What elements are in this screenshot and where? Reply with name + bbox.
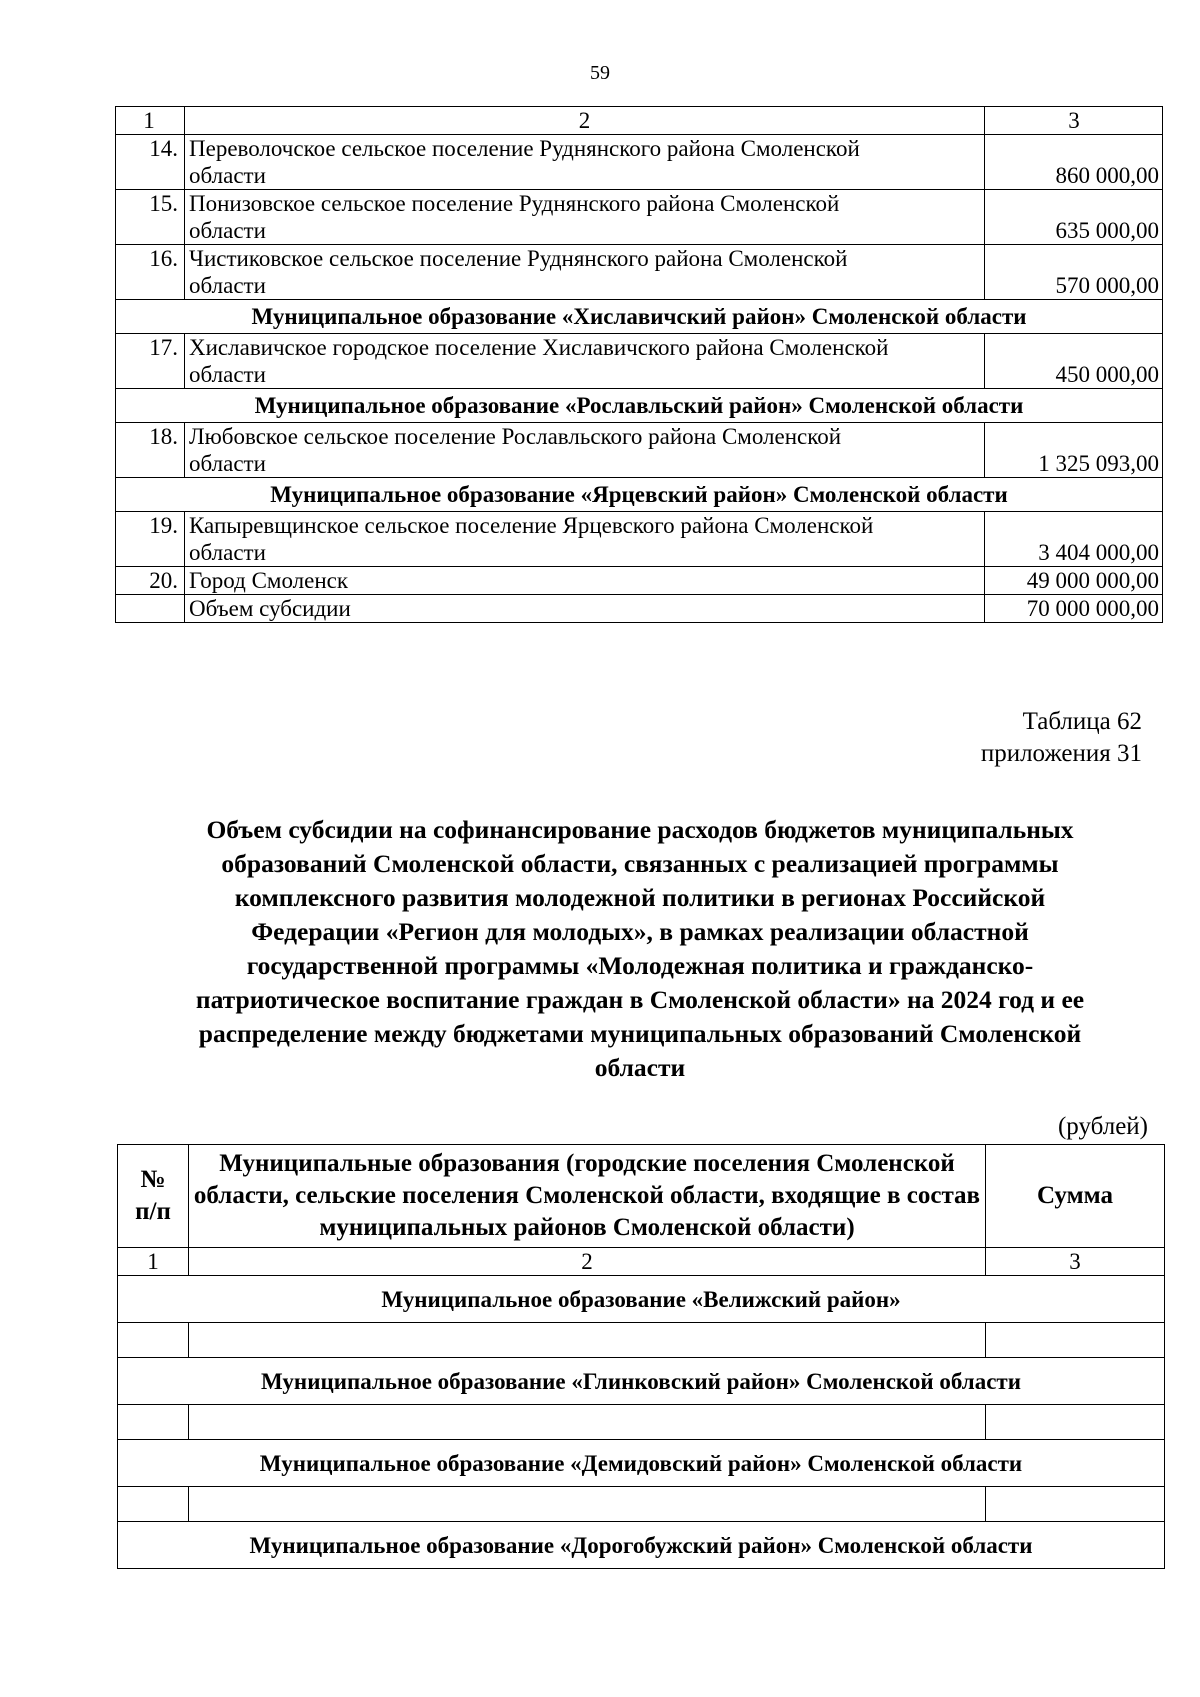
table-header-row — [118, 1145, 1165, 1248]
empty-row — [118, 1487, 1165, 1522]
name-line: Хиславичское городское поселение Хиславичского района Смоленской — [189, 335, 889, 360]
section-row — [116, 389, 1163, 423]
amount-value: 1 325 093,00 — [985, 423, 1163, 478]
table-row — [116, 567, 1163, 595]
index-cell: 1 — [118, 1248, 189, 1276]
name-line: области — [189, 273, 266, 298]
section-row — [116, 478, 1163, 512]
section-row — [116, 300, 1163, 334]
table-row — [116, 135, 1163, 190]
title-line: комплексного развития молодежной политики в регионах Российской — [234, 883, 1046, 912]
row-number: 20. — [116, 567, 185, 595]
row-number: 17. — [116, 334, 185, 389]
table-number: Таблица 62 — [1022, 708, 1142, 735]
section-row — [118, 1440, 1165, 1487]
column-header-sum: Сумма — [986, 1145, 1165, 1248]
empty-cell — [118, 1323, 189, 1358]
row-number: 19. — [116, 512, 185, 567]
empty-cell — [986, 1323, 1165, 1358]
municipality-name — [185, 512, 985, 567]
table-row — [116, 512, 1163, 567]
empty-cell — [118, 1405, 189, 1440]
empty-cell — [986, 1487, 1165, 1522]
name-line: Капыревщинское сельское поселение Ярцевского района Смоленской — [189, 513, 874, 538]
index-cell: 2 — [185, 107, 985, 135]
name-line: Город Смоленск — [189, 568, 349, 593]
table-caption — [981, 706, 1142, 770]
table-row — [116, 334, 1163, 389]
column-header-municipality: Муниципальные образования (городские поселения Смоленской области, сельские поселения Смоленской области, входящие в состав муниципальных районов Смоленской области) — [189, 1145, 986, 1248]
amount-value: 70 000 000,00 — [985, 595, 1163, 623]
name-line: области — [189, 451, 266, 476]
section-title: Муниципальное образование «Рославльский район» Смоленской области — [116, 389, 1163, 423]
row-number — [116, 595, 185, 623]
name-line: Понизовское сельское поселение Руднянского района Смоленской — [189, 191, 840, 216]
row-number: 14. — [116, 135, 185, 190]
name-line: области — [189, 540, 266, 565]
table-index-row — [116, 107, 1163, 135]
empty-cell — [118, 1487, 189, 1522]
municipality-name — [185, 567, 985, 595]
empty-cell — [189, 1323, 986, 1358]
section-row — [118, 1358, 1165, 1405]
title-line: Объем субсидии на софинансирование расходов бюджетов муниципальных — [206, 815, 1074, 844]
section-title: Муниципальное образование «Хиславичский район» Смоленской области — [116, 300, 1163, 334]
row-number: 18. — [116, 423, 185, 478]
appendix-reference: приложения 31 — [980, 740, 1142, 767]
section-title: Муниципальное образование «Глинковский район» Смоленской области — [118, 1358, 1165, 1405]
index-cell: 1 — [116, 107, 185, 135]
amount-value: 3 404 000,00 — [985, 512, 1163, 567]
table-row — [116, 190, 1163, 245]
empty-cell — [189, 1405, 986, 1440]
table-row — [116, 595, 1163, 623]
title-line: образований Смоленской области, связанных с реализацией программы — [221, 849, 1059, 878]
title-line: государственной программы «Молодежная политика и гражданско- — [246, 951, 1034, 980]
section-row — [118, 1522, 1165, 1569]
row-number: 16. — [116, 245, 185, 300]
municipality-name — [185, 423, 985, 478]
index-cell: 2 — [189, 1248, 986, 1276]
name-line: Чистиковское сельское поселение Руднянского района Смоленской — [189, 246, 848, 271]
title-line: Федерации «Регион для молодых», в рамках реализации областной — [251, 917, 1029, 946]
empty-cell — [986, 1405, 1165, 1440]
name-line: области — [189, 362, 266, 387]
page-number: 59 — [590, 62, 610, 84]
name-line: области — [189, 218, 266, 243]
empty-row — [118, 1323, 1165, 1358]
index-cell: 3 — [986, 1248, 1165, 1276]
municipality-name — [185, 190, 985, 245]
document-title — [120, 813, 1160, 1085]
name-line: области — [189, 163, 266, 188]
subsidy-table — [117, 1144, 1165, 1569]
amount-value: 450 000,00 — [985, 334, 1163, 389]
title-line: области — [594, 1053, 686, 1082]
municipality-name — [185, 595, 985, 623]
title-line: распределение между бюджетами муниципальных образований Смоленской — [198, 1019, 1082, 1048]
index-cell: 3 — [985, 107, 1163, 135]
table-row — [116, 423, 1163, 478]
empty-cell — [189, 1487, 986, 1522]
municipality-name — [185, 135, 985, 190]
table-index-row — [118, 1248, 1165, 1276]
section-title: Муниципальное образование «Велижский район» — [118, 1276, 1165, 1323]
empty-row — [118, 1405, 1165, 1440]
amount-value: 635 000,00 — [985, 190, 1163, 245]
units-label: (рублей) — [1057, 1113, 1148, 1140]
name-line: Объем субсидии — [189, 596, 351, 621]
amount-value: 570 000,00 — [985, 245, 1163, 300]
amount-value: 49 000 000,00 — [985, 567, 1163, 595]
row-number: 15. — [116, 190, 185, 245]
section-title: Муниципальное образование «Ярцевский район» Смоленской области — [116, 478, 1163, 512]
name-line: Любовское сельское поселение Рославльского района Смоленской — [189, 424, 842, 449]
section-title: Муниципальное образование «Дорогобужский район» Смоленской области — [118, 1522, 1165, 1569]
table-row — [116, 245, 1163, 300]
section-row — [118, 1276, 1165, 1323]
amount-value: 860 000,00 — [985, 135, 1163, 190]
name-line: Переволочское сельское поселение Руднянского района Смоленской — [189, 136, 860, 161]
section-title: Муниципальное образование «Демидовский район» Смоленской области — [118, 1440, 1165, 1487]
municipality-name — [185, 245, 985, 300]
column-header-number: № п/п — [118, 1145, 189, 1248]
title-line: патриотическое воспитание граждан в Смоленской области» на 2024 год и ее — [195, 985, 1085, 1014]
municipality-name — [185, 334, 985, 389]
allocation-table-continued — [115, 106, 1163, 623]
